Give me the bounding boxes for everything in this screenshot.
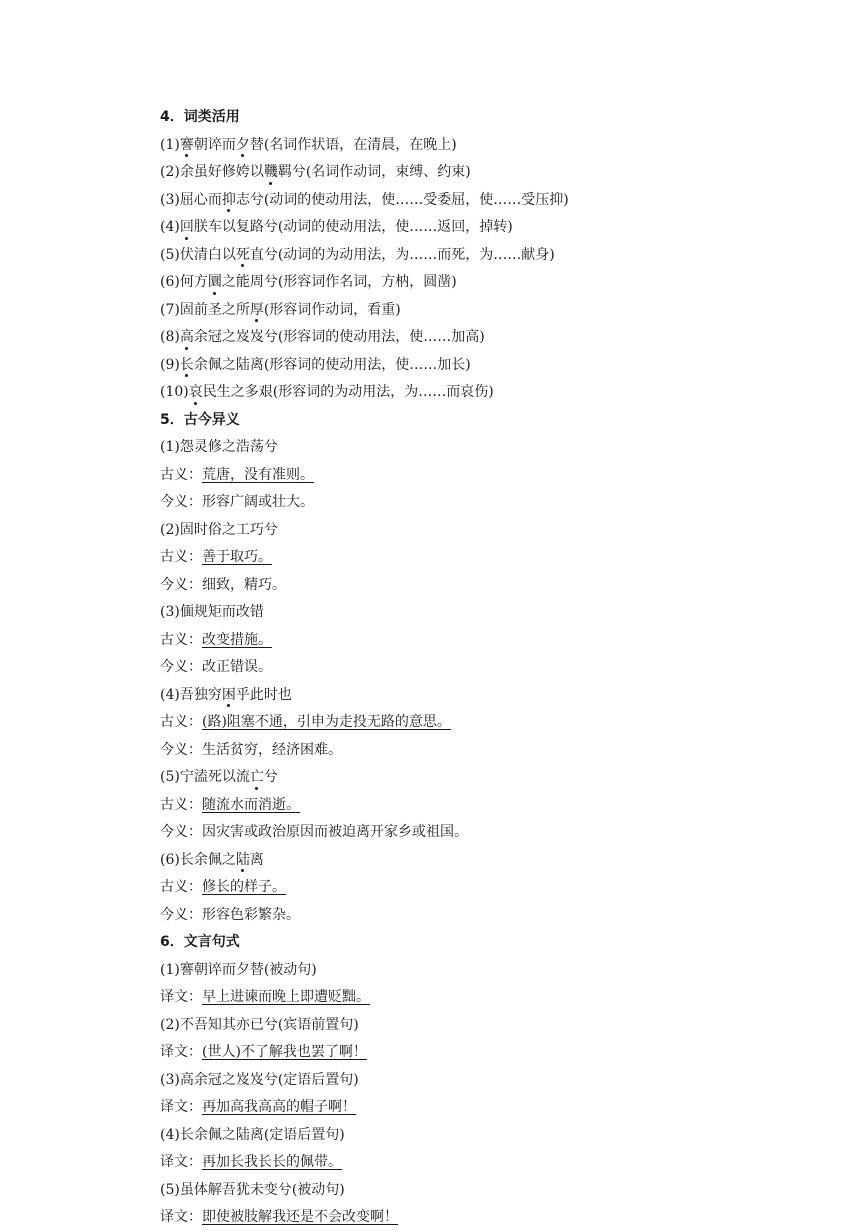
question-line: (2)固时俗之工巧兮: [160, 521, 278, 538]
question-line: (1)謇朝谇而夕替(被动句): [160, 961, 317, 978]
list-item: (3)屈心而抑志兮(动词的使动用法，使……受委屈，使……受压抑): [160, 187, 800, 215]
modern-meaning: 今义：因灾害或政治原因而被迫离开家乡或祖国。: [160, 824, 468, 840]
ancient-meaning: 古义：修长的样子。: [160, 874, 800, 902]
list-item: (10)哀民生之多艰(形容词的为动用法，为……而哀伤): [160, 379, 800, 407]
ancient-meaning: 古义：改变措施。: [160, 627, 800, 655]
translation-line: 译文：即使被肢解我还是不会改变啊！: [160, 1204, 800, 1232]
answer-text: 随流水而消逝。: [202, 796, 300, 813]
ancient-meaning: 古义：随流水而消逝。: [160, 792, 800, 820]
answer-text: (路)阻塞不通，引申为走投无路的意思。: [202, 714, 451, 730]
modern-meaning: 今义：生活贫穷，经济困难。: [160, 741, 342, 758]
list-item: (4)回朕车以复路兮(动词的使动用法，使……返回，掉转): [160, 214, 800, 242]
question-line: (5)虽体解吾犹未变兮(被动句): [160, 1181, 345, 1198]
question-line: (1)怨灵修之浩荡兮: [160, 439, 278, 455]
question-line: (5)宁溘死以流亡兮: [160, 764, 800, 792]
answer-text: 荒唐，没有准则。: [202, 466, 314, 483]
answer-text: (世人)不了解我也罢了啊！: [202, 1044, 367, 1060]
translation-line: 译文：再加长我长长的佩带。: [160, 1149, 800, 1177]
modern-meaning: 今义：形容广阔或壮大。: [160, 494, 314, 510]
list-item: (2)余虽好修姱以鞿羁兮(名词作动词，束缚、约束): [160, 159, 800, 187]
question-line: (3)偭规矩而改错: [160, 604, 264, 620]
answer-text: 早上进谏而晚上即遭贬黜。: [202, 989, 370, 1005]
answer-text: 善于取巧。: [202, 549, 272, 565]
ancient-meaning: 古义：(路)阻塞不通，引申为走投无路的意思。: [160, 709, 800, 737]
answer-text: 再加高我高高的帽子啊！: [202, 1099, 356, 1115]
translation-line: 译文：早上进谏而晚上即遭贬黜。: [160, 984, 800, 1012]
document-body: [160, 104, 800, 1232]
ancient-meaning: 古义：善于取巧。: [160, 544, 800, 572]
question-line: (6)长余佩之陆离: [160, 847, 800, 875]
list-item: (9)长余佩之陆离(形容词的使动用法，使……加长): [160, 352, 800, 380]
modern-meaning: 今义：形容色彩繁杂。: [160, 906, 300, 923]
list-item: (6)何方圜之能周兮(形容词作名词，方枘，圆凿): [160, 269, 800, 297]
answer-text: 再加长我长长的佩带。: [202, 1154, 342, 1170]
ancient-meaning: 古义：荒唐，没有准则。: [160, 462, 800, 490]
question-line: (4)吾独穷困乎此时也: [160, 682, 800, 710]
translation-line: 译文：(世人)不了解我也罢了啊！: [160, 1039, 800, 1067]
answer-text: 即使被肢解我还是不会改变啊！: [202, 1209, 398, 1225]
question-line: (2)不吾知其亦已兮(宾语前置句): [160, 1016, 359, 1033]
list-item: (7)固前圣之所厚(形容词作动词，看重): [160, 297, 800, 325]
list-item: (8)高余冠之岌岌兮(形容词的使动用法，使……加高): [160, 324, 800, 352]
answer-text: 修长的样子。: [202, 879, 286, 895]
list-item: (5)伏清白以死直兮(动词的为动用法，为……而死，为……献身): [160, 242, 800, 270]
list-item: (1)謇朝谇而夕替(名词作状语，在清晨，在晚上): [160, 132, 800, 160]
section-heading-ancient-modern: 5．古今异义: [160, 411, 240, 428]
modern-meaning: 今义：改正错误。: [160, 659, 272, 675]
section-heading-word-class: 4．词类活用: [160, 109, 240, 125]
section-heading-sentence-patterns: 6．文言句式: [160, 934, 240, 950]
answer-text: 改变措施。: [202, 631, 272, 648]
modern-meaning: 今义：细致，精巧。: [160, 576, 286, 593]
translation-line: 译文：再加高我高高的帽子啊！: [160, 1094, 800, 1122]
question-line: (3)高余冠之岌岌兮(定语后置句): [160, 1071, 359, 1088]
question-line: (4)长余佩之陆离(定语后置句): [160, 1126, 345, 1143]
